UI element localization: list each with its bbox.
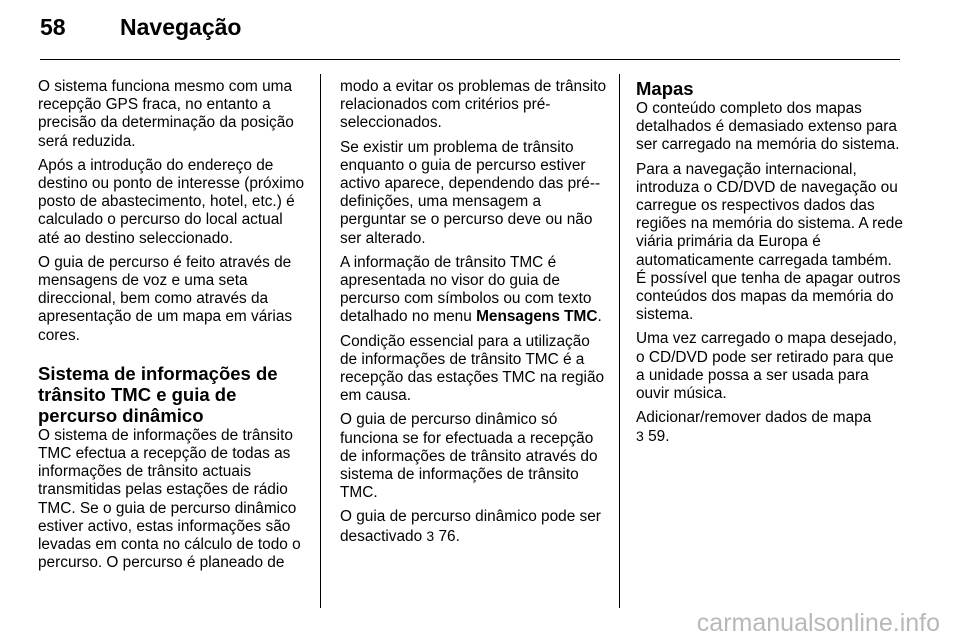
page-header [40, 14, 241, 54]
column-1 [38, 78, 308, 578]
page-ref-arrow-icon: 3 [426, 527, 435, 544]
paragraph: O sistema funciona mesmo com uma recepção GPS fraca, no entanto a precisão da determinação da posição será reduzida. [38, 78, 294, 150]
paragraph [340, 254, 608, 327]
page-ref-arrow-icon: 3 [636, 428, 644, 445]
watermark: carmanualsonline.info [696, 609, 940, 637]
paragraph: O sistema de informações de trânsito TMC efectua a recepção de todas as informações de trânsito actuais transmitidas pelas estações de rádio TMC. Se o guia de percurso dinâmico estiver activo, estas informações são levadas em conta no cálculo de todo o percurso. O percurso é planeado de [38, 426, 301, 572]
paragraph: modo a evitar os problemas de trânsito relacionados com critérios pré-seleccionados. [340, 78, 607, 132]
column-3 [636, 78, 904, 453]
column-divider [320, 74, 321, 608]
header-rule [40, 59, 900, 60]
paragraph: Uma vez carregado o mapa desejado, o CD/DVD pode ser retirado para que a unidade possa a ser usada para ouvir música. [636, 330, 897, 403]
paragraph-end: . [597, 308, 602, 326]
paragraph: Após a introdução do endereço de destino ou ponto de interesse (próximo posto de abastecimento, hotel, etc.) é calculado o percurso do local actual até ao destino seleccionado. [38, 156, 305, 247]
column-2 [340, 78, 608, 552]
paragraph-text: A informação de trânsito TMC é apresentada no visor do guia de percurso com símbolos ou com texto detalhado no menu [340, 253, 592, 326]
paragraph [636, 409, 904, 446]
paragraph-text: Adicionar/remover dados de mapa [636, 409, 872, 427]
paragraph-text: O guia de percurso dinâmico pode ser desactivado [340, 508, 601, 545]
section-heading-mapas: Mapas [636, 78, 694, 99]
paragraph: Se existir um problema de trânsito enquanto o guia de percurso estiver activo aparece, dependendo das pré--definições, uma mensagem a perguntar se o percurso deve ou não ser alterado. [340, 138, 601, 247]
menu-name: Mensagens TMC [476, 308, 598, 326]
paragraph [340, 508, 608, 545]
section-heading-tmc: Sistema de informações de trânsito TMC e guia de percurso dinâmico [38, 362, 278, 426]
page-number: 58 [40, 14, 66, 40]
paragraph: O guia de percurso dinâmico só funciona se for efectuada a recepção de informações de trânsito através do sistema de informações de trânsito TMC. [340, 411, 598, 502]
page-title: Navegação [120, 14, 242, 40]
page-reference[interactable]: 76. [434, 527, 460, 545]
column-divider [619, 74, 620, 608]
page-reference[interactable]: 59. [643, 428, 670, 446]
paragraph: Para a navegação internacional, introduza o CD/DVD de navegação ou carregue os respectivos dados das regiões na memória do sistema. A rede viária primária da Europa é automaticamente carregada também. É possível que tenha de apagar outros conteúdos dos mapas da memória do sistema. [636, 160, 903, 324]
paragraph: Condição essencial para a utilização de informações de trânsito TMC é a recepção das estações TMC na região em causa. [340, 332, 605, 405]
paragraph: O conteúdo completo dos mapas detalhados é demasiado extenso para ser carregado na memória do sistema. [636, 100, 900, 154]
paragraph: O guia de percurso é feito através de mensagens de voz e uma seta direccional, bem como através da apresentação de um mapa em várias cores. [38, 253, 293, 344]
